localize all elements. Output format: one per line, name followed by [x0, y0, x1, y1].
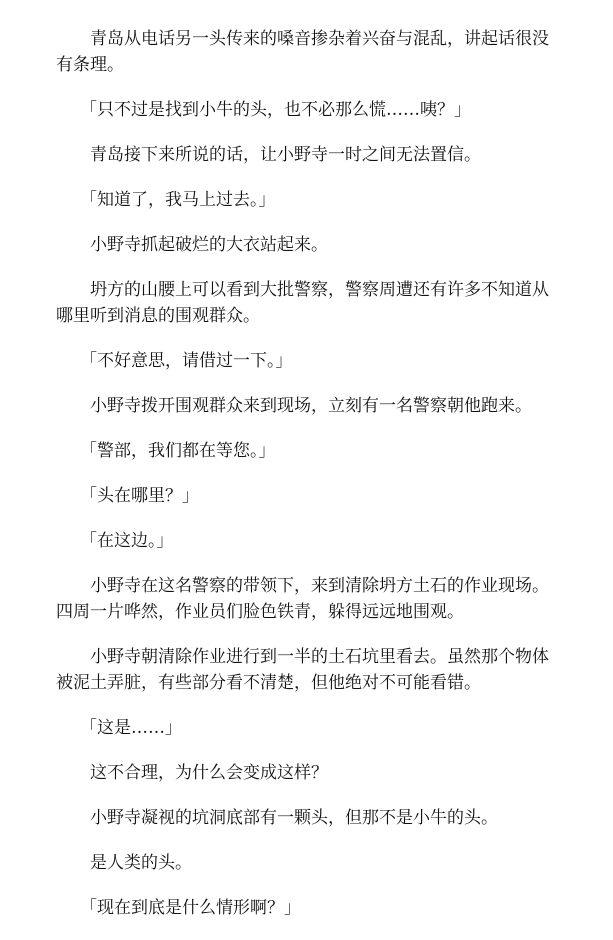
paragraph-6: 坍方的山腰上可以看到大批警察，警察周遭还有许多不知道从哪里听到消息的围观群众。 [56, 280, 549, 326]
paragraph-1: 青岛从电话另一头传来的嗓音掺杂着兴奋与混乱，讲起话很没有条理。 [56, 29, 549, 75]
paragraph-15: 这不合理，为什么会变成这样？ [90, 763, 328, 783]
paragraph-5: 小野寺抓起破烂的大衣站起来。 [90, 235, 328, 255]
paragraph-11: 「在这边。」 [80, 531, 174, 551]
paragraph-2: 「只不过是找到小牛的头，也不必那么慌……咦？」 [80, 100, 471, 120]
paragraph-7: 「不好意思，请借过一下。」 [80, 351, 293, 371]
paragraph-4: 「知道了，我马上过去。」 [80, 190, 276, 210]
paragraph-13: 小野寺朝清除作业进行到一半的土石坑里看去。虽然那个物体被泥土弄脏，有些部分看不清楚，但他绝对不可能看错。 [56, 647, 549, 693]
paragraph-10: 「头在哪里？」 [80, 486, 199, 506]
paragraph-16: 小野寺凝视的坑洞底部有一颗头，但那不是小牛的头。 [90, 808, 498, 828]
paragraph-17: 是人类的头。 [90, 853, 192, 873]
document-page [56, 26, 564, 940]
paragraph-3: 青岛接下来所说的话，让小野寺一时之间无法置信。 [90, 145, 481, 165]
paragraph-12: 小野寺在这名警察的带领下，来到清除坍方土石的作业现场。四周一片哗然，作业员们脸色铁青，躲得远远地围观。 [56, 576, 549, 622]
paragraph-14: 「这是……」 [80, 718, 182, 738]
paragraph-8: 小野寺拨开围观群众来到现场，立刻有一名警察朝他跑来。 [90, 396, 532, 416]
paragraph-9: 「警部，我们都在等您。」 [80, 441, 276, 461]
paragraph-18: 「现在到底是什么情形啊？」 [80, 898, 301, 918]
